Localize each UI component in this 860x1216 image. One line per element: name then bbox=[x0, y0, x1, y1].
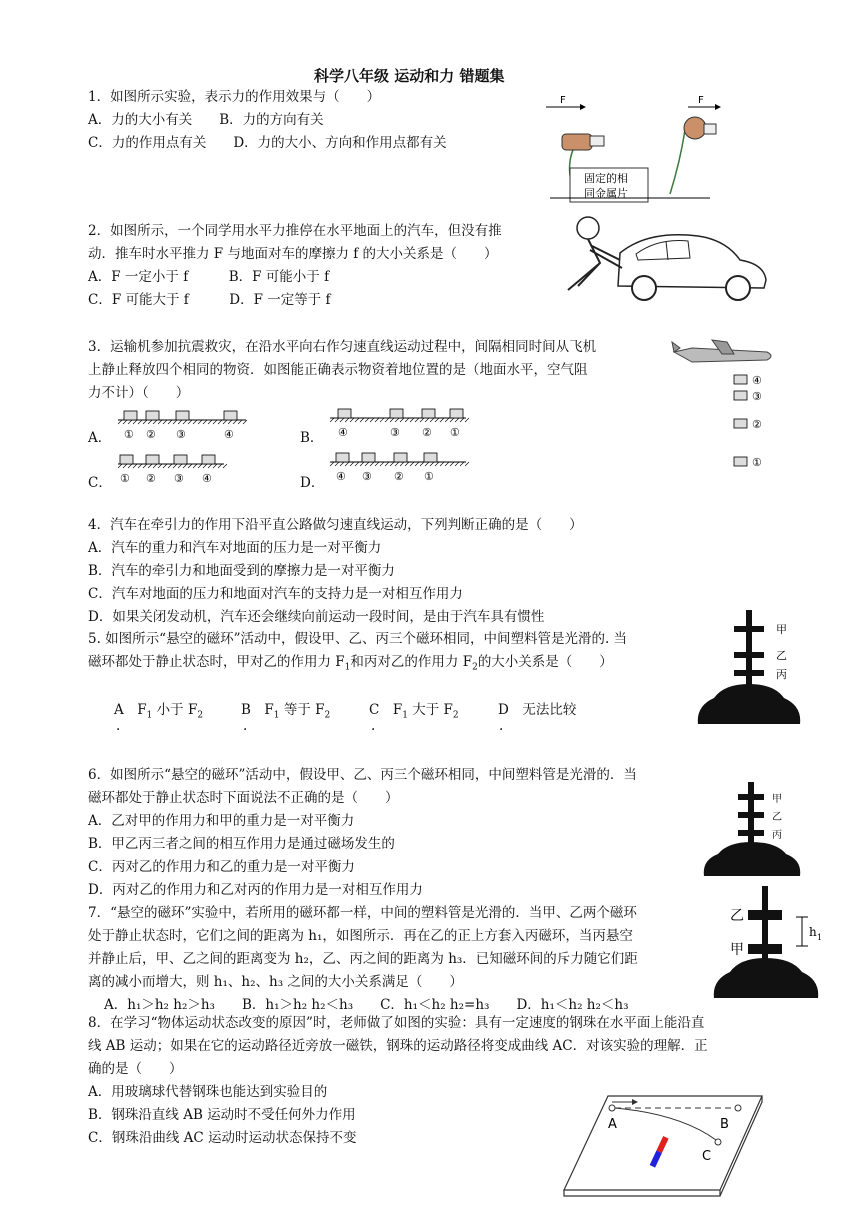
q2-stem-2: 动．推车时水平推力 F 与地面对车的摩擦力 f 的大小关系是（ ） bbox=[88, 246, 498, 262]
q3-option-d-label: D． bbox=[300, 475, 325, 491]
q3-crate-label: ④ bbox=[224, 428, 234, 441]
q3-crate bbox=[450, 409, 463, 418]
q3-crate bbox=[124, 411, 137, 420]
q7-fig-h-sub: 1 bbox=[817, 933, 823, 942]
q5-option-d: D 无法比较 bbox=[498, 702, 577, 718]
q4-option-a: A．汽车的重力和汽车对地面的压力是一对平衡力 bbox=[88, 540, 382, 556]
q7-fig-h: h bbox=[809, 925, 817, 939]
q3-crate bbox=[424, 453, 437, 462]
q8-fig-b: B bbox=[720, 1117, 729, 1132]
q3-fig-c bbox=[118, 455, 227, 485]
q5-option-a: A $F_1$ 小于 $F_2$ bbox=[114, 702, 204, 721]
q3-stem-2: 上静止释放四个相同的物资．如图能正确表示物资着地位置的是（地面水平，空气阻 bbox=[88, 362, 588, 378]
q4-option-c: C．汽车对地面的压力和地面对汽车的支持力是一对相互作用力 bbox=[88, 586, 463, 602]
q3-crate-label: ③ bbox=[176, 428, 186, 441]
q3-crate-label: ③ bbox=[362, 470, 372, 483]
q1-stem: 1．如图所示实验，表示力的作用效果与（ ） bbox=[88, 89, 381, 105]
q1-label-f1: F bbox=[560, 95, 566, 106]
q3-side-label: ④ bbox=[752, 374, 762, 387]
q3-fig-b bbox=[330, 409, 469, 439]
q3-crate-label: ② bbox=[394, 470, 404, 483]
q8-option-a: A．用玻璃球代替钢珠也能达到实验目的 bbox=[88, 1084, 328, 1100]
q8-fig-c: C bbox=[702, 1149, 712, 1164]
q4-option-b: B．汽车的牵引力和地面受到的摩擦力是一对平衡力 bbox=[88, 563, 395, 579]
q4-option-d: D．如果关闭发动机，汽车还会继续向前运动一段时间，是由于汽车具有惯性 bbox=[88, 609, 545, 625]
q3-crate-label: ③ bbox=[174, 472, 184, 485]
q4-stem: 4．汽车在牵引力的作用下沿平直公路做匀速直线运动，下列判断正确的是（ ） bbox=[88, 517, 583, 533]
q1-label-f2: F bbox=[698, 95, 704, 106]
q6-option-d: D．丙对乙的作用力和乙对丙的作用力是一对相互作用力 bbox=[88, 882, 423, 898]
q8-stem-3: 确的是（ ） bbox=[88, 1061, 183, 1077]
q3-crate-label: ① bbox=[450, 426, 460, 439]
q3-crate bbox=[120, 455, 133, 464]
q3-crate-label: ③ bbox=[390, 426, 400, 439]
q7-options: A．h₁＞h₂ h₂＞h₃ B．h₁＞h₂ h₂＜h₃ C．h₁＜h₂ h₂=h₃ D．h₁＜h₂ h₂＜h₃ bbox=[104, 997, 629, 1013]
q3-crate bbox=[362, 453, 375, 462]
q5-dot-a: . bbox=[116, 718, 121, 734]
q3-side-label: ① bbox=[752, 456, 762, 469]
q2-options-cd: C．F 可能大于 f D．F 一定等于 f bbox=[88, 292, 331, 308]
q5-option-b: B $F_1$ 等于 $F_2$ bbox=[241, 702, 331, 721]
q6-fig-jia: 甲 bbox=[772, 794, 782, 805]
q8-stem-1: 8．在学习“物体运动状态改变的原因”时，老师做了如图的实验：具有一定速度的钢珠在水平面上能沿直 bbox=[88, 1015, 705, 1031]
q8-option-c: C．钢珠沿曲线 AC 运动时运动状态保持不变 bbox=[88, 1130, 357, 1146]
q3-fig-d bbox=[330, 453, 469, 483]
q3-crate-label: ④ bbox=[338, 426, 348, 439]
q7-stem-3: 并静止后，甲、乙之间的距离变为 h₂，乙、丙之间的距离为 h₃．已知磁环间的斥力随它们距 bbox=[88, 951, 638, 967]
q3-crate bbox=[224, 411, 237, 420]
q1-caption-2: 同金属片 bbox=[584, 187, 628, 200]
q3-stem-3: 力不计）（ ） bbox=[88, 385, 190, 401]
q8-fig-a: A bbox=[608, 1117, 617, 1132]
q3-stem-1: 3．运输机参加抗震救灾，在沿水平向右作匀速直线运动过程中，间隔相同时间从飞机 bbox=[88, 339, 597, 355]
q6-fig-bing: 丙 bbox=[772, 830, 782, 841]
q3-crate bbox=[338, 409, 351, 418]
q3-option-a-label: A． bbox=[88, 430, 112, 446]
q6-stem-2: 磁环都处于静止状态时下面说法不正确的是（ ） bbox=[88, 790, 399, 806]
q3-fig-a bbox=[118, 411, 247, 441]
q5-stem-1: 5. 如图所示“悬空的磁环”活动中，假设甲、乙、丙三个磁环相同，中间塑料管是光滑的. 当 bbox=[88, 631, 628, 647]
q2-stem-1: 2．如图所示，一个同学用水平力推停在水平地面上的汽车，但没有推 bbox=[88, 223, 502, 239]
q3-crate-label: ① bbox=[124, 428, 134, 441]
q8-stem-2: 线 AB 运动；如果在它的运动路径近旁放一磁铁，钢珠的运动路径将变成曲线 AC．对该实验的理解．正 bbox=[88, 1038, 708, 1054]
q3-crate bbox=[394, 453, 407, 462]
q3-crate bbox=[202, 455, 215, 464]
q3-crate bbox=[146, 411, 159, 420]
q3-crate-label: ② bbox=[422, 426, 432, 439]
q3-option-b-label: B． bbox=[300, 430, 324, 446]
q7-magnet-figure bbox=[710, 884, 830, 1000]
q3-side-label: ③ bbox=[752, 390, 762, 403]
q5-dot-b: . bbox=[243, 718, 248, 734]
q3-crate-label: ② bbox=[146, 428, 156, 441]
q3-crate-label: ① bbox=[120, 472, 130, 485]
q1-options-cd: C．力的作用点有关 D．力的大小、方向和作用点都有关 bbox=[88, 135, 447, 151]
q3-crate bbox=[176, 411, 189, 420]
q7-fig-yi: 乙 bbox=[730, 908, 744, 924]
q7-stem-2: 处于静止状态时，它们之间的距离为 h₁，如图所示．再在乙的正上方套入丙磁环，当丙悬空 bbox=[88, 928, 633, 944]
page-title: 科学八年级 运动和力 错题集 bbox=[314, 67, 505, 85]
q6-option-b: B．甲乙丙三者之间的相互作用力是通过磁场发生的 bbox=[88, 836, 395, 852]
q7-fig-jia: 甲 bbox=[730, 942, 744, 958]
q6-option-a: A．乙对甲的作用力和甲的重力是一对平衡力 bbox=[88, 813, 355, 829]
q5-dot-c: . bbox=[371, 718, 376, 734]
q3-side-label: ② bbox=[752, 418, 762, 431]
q5-fig-yi: 乙 bbox=[776, 649, 787, 662]
q3-crate-label: ① bbox=[424, 470, 434, 483]
q6-stem-1: 6．如图所示“悬空的磁环”活动中，假设甲、乙、丙三个磁环相同，中间塑料管是光滑的．当 bbox=[88, 767, 637, 783]
q3-plane-figure bbox=[672, 340, 782, 475]
q1-options-ab: A．力的大小有关 B．力的方向有关 bbox=[88, 112, 324, 128]
q5-option-c: C $F_1$ 大于 $F_2$ bbox=[369, 702, 459, 721]
q3-crate bbox=[422, 409, 435, 418]
q3-crate-label: ② bbox=[146, 472, 156, 485]
q6-option-c: C．丙对乙的作用力和乙的重力是一对平衡力 bbox=[88, 859, 355, 875]
q3-crate-label: ④ bbox=[336, 470, 346, 483]
q8-figure bbox=[560, 1094, 770, 1200]
q2-options-ab: A．F 一定小于 f B．F 可能小于 f bbox=[88, 269, 330, 285]
q3-crate-label: ④ bbox=[202, 472, 212, 485]
q5-magnet-figure bbox=[694, 606, 804, 731]
q3-crate bbox=[174, 455, 187, 464]
q3-crate bbox=[390, 409, 403, 418]
q1-caption-1: 固定的相 bbox=[584, 172, 628, 185]
q5-fig-bing: 丙 bbox=[776, 668, 787, 681]
q6-magnet-figure bbox=[700, 780, 810, 880]
q6-fig-yi: 乙 bbox=[772, 812, 782, 823]
q5-stem-2: 磁环都处于静止状态时，甲对乙的作用力 $F_1$和丙对乙的作用力 $F_2$的大小关系是（ ） bbox=[88, 654, 613, 673]
q5-fig-jia: 甲 bbox=[776, 623, 787, 636]
q7-stem-1: 7．“悬空的磁环”实验中，若所用的磁环都一样，中间的塑料管是光滑的．当甲、乙两个磁环 bbox=[88, 905, 637, 921]
q5-dot-d: . bbox=[499, 718, 504, 734]
q3-option-c-label: C． bbox=[88, 475, 112, 491]
q8-option-b: B．钢珠沿直线 AB 运动时不受任何外力作用 bbox=[88, 1107, 356, 1123]
q3-crate bbox=[146, 455, 159, 464]
q3-crate bbox=[336, 453, 349, 462]
q7-stem-4: 离的减小而增大，则 h₁、h₂、h₃ 之间的大小关系满足（ ） bbox=[88, 974, 463, 990]
